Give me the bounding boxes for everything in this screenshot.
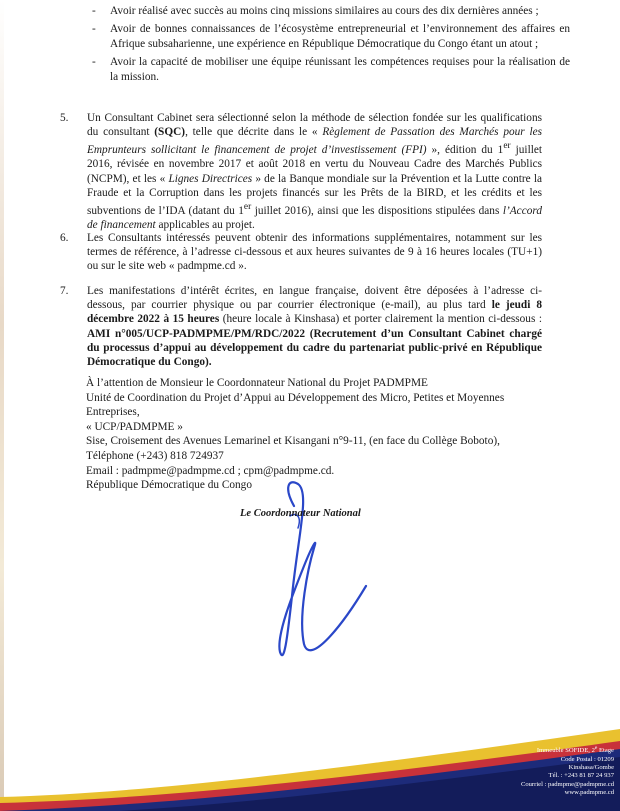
- bullet-marker: -: [92, 55, 96, 68]
- bullet-marker: -: [92, 22, 96, 35]
- text-run: », édition du 1: [426, 144, 504, 157]
- requirements-list: [92, 4, 570, 88]
- italic-run: Règlement de Passation des Marchés pour les Emprunteurs sollicitant le financement de projet d’investissement (FPI): [87, 126, 542, 157]
- footer-tel: Tél. : +243 81 87 24 937: [548, 772, 614, 780]
- superscript: er: [503, 141, 511, 152]
- text-run: Les manifestations d’intérêt écrites, en langue française, doivent être déposées à l’adresse ci-dessous, par courrier physique ou par courrier électronique (e-mail), au plus tard: [87, 285, 542, 312]
- text-run: Un Consultant Cabinet sera sélectionné selon la méthode de sélection fondée sur les qualifications du consultant: [87, 112, 542, 139]
- footer-postal: Code Postal : 01209: [560, 755, 614, 763]
- text-run: » de la Banque mondiale sur la Prévention et la Lutte contre la Fraude et la Corruption dans les projets financés sur les Prêts de la BIRD, et les crédits et les subventions de l’IDA (datant du 1: [87, 172, 542, 217]
- footer-contact: [521, 744, 614, 798]
- paragraph-7: [62, 284, 542, 369]
- text-run: , telle que décrite dans le «: [185, 126, 323, 139]
- list-item-text: Avoir la capacité de mobiliser une équipe réunissant les compétences requises pour la réalisation de la mission.: [110, 55, 570, 84]
- bullet-marker: -: [92, 5, 96, 17]
- list-item: [92, 22, 570, 53]
- paragraph-number: 6.: [60, 232, 69, 244]
- text-run: (heure locale à Kinshasa) et porter clairement la mention ci-dessous :: [219, 313, 542, 326]
- text-run: Immeuble SOFIDE, 2: [536, 747, 595, 755]
- footer-building: [521, 744, 614, 756]
- paragraph-5: [62, 111, 542, 232]
- address-phone: Téléphone (+243) 818 724937: [86, 449, 224, 462]
- handwritten-signature: [232, 476, 372, 676]
- text-run: applicables au projet.: [155, 218, 255, 231]
- paragraph-text: [87, 111, 542, 232]
- text-run: juillet 2016), ainsi que les dispositions stipulées dans: [251, 204, 503, 217]
- paragraph-6: [62, 231, 542, 274]
- list-item-text: Avoir de bonnes connaissances de l’écosystème entrepreneurial et l’environnement des affaires en Afrique subsaharienne, une expérience en République Démocratique du Congo étant un atout ;: [110, 22, 570, 51]
- paragraph-text: [87, 284, 542, 369]
- paragraph-number: 7.: [60, 285, 69, 297]
- page-edge-stripe: [0, 0, 4, 811]
- paragraph-text: Les Consultants intéressés peuvent obtenir des informations supplémentaires, notamment sur les termes de référence, à l’adresse ci-dessous et aux heures suivantes de 9 à 16 heures locales (TU+1) ou sur le site web « padmpme.cd ».: [87, 232, 542, 273]
- italic-run: Lignes Directrices: [168, 172, 253, 185]
- reference-bold: AMI n°005/UCP-PADMPME/PM/RDC/2022 (Recrutement d’un Consultant Cabinet chargé du processus d’appui au développement du cadre du partenariat public-privé en République Démocratique du Congo).: [87, 327, 542, 369]
- text-run: Etage: [597, 747, 614, 755]
- address-email: Email : padmpme@padmpme.cd ; cpm@padmpme.cd.: [86, 464, 335, 477]
- footer-city: Kinshasa/Gombe: [568, 764, 614, 771]
- signatory-title: Le Coordonnateur National: [240, 508, 361, 519]
- italic-run: l’Accord de financement: [87, 204, 542, 231]
- text-run: juillet 2016, révisée en novembre 2017 et août 2018 en vertu du Nouveau Cadre des Marchés Publics (NCPM), et les «: [87, 144, 542, 185]
- address-unit: Unité de Coordination du Projet d’Appui au Développement des Micro, Petites et Moyennes Entreprises,: [86, 391, 505, 419]
- footer-mail: Courriel : padmpme@padmpme.cd: [520, 780, 614, 788]
- address-attention: À l’attention de Monsieur le Coordonnateur National du Projet PADMPME: [86, 377, 428, 389]
- list-item: [92, 4, 570, 20]
- bold-run: (SQC): [154, 126, 186, 139]
- address-country: République Démocratique du Congo: [86, 479, 252, 492]
- paragraph-number: 5.: [60, 112, 69, 124]
- superscript: e: [594, 745, 598, 751]
- superscript: er: [243, 201, 252, 212]
- footer-web: www.padmpme.cd: [564, 789, 614, 797]
- address-street: Sise, Croisement des Avenues Lemarinel et Kisangani n°9-11, (en face du Collège Boboto),: [86, 435, 500, 448]
- list-item: [92, 55, 570, 86]
- deadline-bold: le jeudi 8 décembre 2022 à 15 heures: [87, 299, 542, 326]
- address-acronym: « UCP/PADMPME »: [86, 420, 183, 433]
- list-item-text: Avoir réalisé avec succès au moins cinq missions similaires au cours des dix dernières années ;: [110, 5, 539, 17]
